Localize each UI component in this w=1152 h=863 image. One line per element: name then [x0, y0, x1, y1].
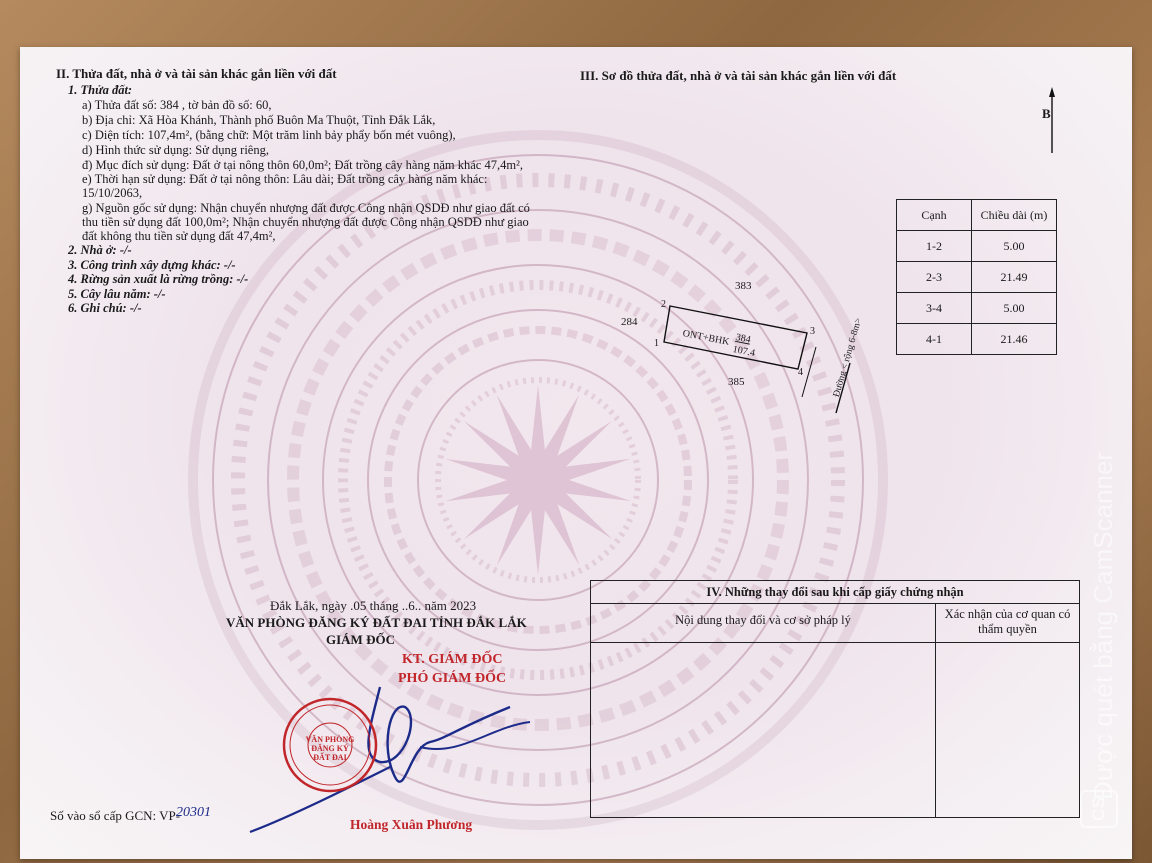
office-seal — [280, 695, 380, 795]
edge-length-table — [896, 199, 1057, 355]
kt-director: KT. GIÁM ĐỐC — [402, 652, 503, 667]
deputy-director: PHÓ GIÁM ĐỐC — [398, 671, 507, 686]
change-content-header: Nội dung thay đổi và cơ sở pháp lý — [675, 613, 851, 627]
parcel-address: b) Địa chỉ: Xã Hòa Khánh, Thành phố Buôn Ma Thuột, Tỉnh Đắk Lắk, — [82, 113, 436, 127]
length-header: Chiều dài (m) — [972, 200, 1057, 231]
watermark-text: Được quét bằng CamScanner — [1088, 451, 1118, 800]
usage-term-date: 15/10/2063, — [82, 186, 143, 200]
director-title: GIÁM ĐỐC — [326, 632, 395, 647]
perennial-item: 5. Cây lâu năm: -/- — [68, 287, 166, 301]
table-row — [897, 324, 1057, 355]
north-arrow-icon — [1042, 87, 1062, 157]
north-label: B — [1042, 106, 1051, 121]
note-item: 6. Ghi chú: -/- — [68, 301, 142, 315]
parcel-heading: 1. Thửa đất: — [68, 83, 133, 97]
parcel-number: a) Thửa đất số: 384 , tờ bản đồ số: 60, — [82, 98, 272, 112]
neighbor-top: 383 — [735, 280, 752, 292]
length-cell: 5.00 — [972, 231, 1057, 262]
office-name: VĂN PHÒNG ĐĂNG KÝ ĐẤT ĐAI TỈNH ĐẮK LẮK — [226, 615, 527, 630]
usage-origin-1: g) Nguồn gốc sử dụng: Nhận chuyển nhượng đất được Công nhận QSDĐ như giao đất có — [82, 201, 530, 215]
signer-name: Hoàng Xuân Phương — [350, 817, 473, 832]
usage-term: e) Thời hạn sử dụng: Đất ở tại nông thôn: Lâu dài; Đất trồng cây hàng năm khác: — [82, 172, 488, 186]
svg-text:VĂN PHÒNG: VĂN PHÒNG — [305, 735, 355, 744]
svg-text:ĐẤT ĐAI: ĐẤT ĐAI — [313, 753, 347, 762]
changes-table — [590, 580, 1080, 818]
parcel-map-number: 384 — [734, 331, 752, 346]
issue-date: Đắk Lắk, ngày .05 tháng ..6.. năm 2023 — [270, 598, 477, 613]
construction-item: 3. Công trình xây dựng khác: -/- — [68, 258, 236, 272]
section4-title: IV. Những thay đổi sau khi cấp giấy chứng nhận — [591, 581, 1079, 604]
house-item: 2. Nhà ở: -/- — [68, 243, 132, 257]
edge-cell: 3-4 — [897, 293, 972, 324]
camscanner-watermark — [1070, 380, 1130, 840]
point-4: 4 — [798, 367, 803, 378]
usage-origin-2: thu tiền sử dụng đất 100,0m²; Nhận chuyển nhượng đất được Công nhận QSDĐ như giao — [82, 215, 529, 229]
parcel-map-area: 107.4 — [731, 343, 756, 360]
length-cell: 5.00 — [972, 293, 1057, 324]
point-1: 1 — [654, 338, 659, 349]
usage-origin-3: đất không thu tiền sử dụng đất 47,4m², — [82, 229, 276, 243]
edge-header: Cạnh — [897, 200, 972, 231]
authority-confirm-header: Xác nhận của cơ quan có thẩm quyền — [944, 607, 1071, 636]
length-cell: 21.49 — [972, 262, 1057, 293]
road-label: Đường < rộng 6-8m> — [831, 316, 865, 399]
table-row — [897, 231, 1057, 262]
neighbor-left: 284 — [621, 316, 638, 328]
section2-title: II. Thửa đất, nhà ở và tài sản khác gắn liền với đất — [56, 66, 337, 81]
certificate-page — [20, 47, 1132, 859]
forest-item: 4. Rừng sản xuất là rừng trồng: -/- — [68, 272, 249, 286]
svg-text:ĐĂNG KÝ: ĐĂNG KÝ — [311, 744, 349, 753]
table-row — [897, 262, 1057, 293]
point-2: 2 — [661, 299, 666, 310]
camscanner-badge-icon: CS — [1080, 790, 1118, 828]
parcel-label: ONT+BHK — [681, 327, 731, 348]
table-row — [897, 293, 1057, 324]
neighbor-bottom: 385 — [728, 376, 745, 388]
usage-form: d) Hình thức sử dụng: Sử dụng riêng, — [82, 143, 269, 157]
section3-title: III. Sơ đồ thửa đất, nhà ở và tài sản khác gắn liền với đất — [580, 68, 897, 83]
usage-purpose: đ) Mục đích sử dụng: Đất ở tại nông thôn 60,0m²; Đất trồng cây hàng năm khác 47,4m², — [82, 158, 523, 172]
edge-cell: 2-3 — [897, 262, 972, 293]
edge-cell: 1-2 — [897, 231, 972, 262]
edge-cell: 4-1 — [897, 324, 972, 355]
parcel-area: c) Diện tích: 107,4m², (bằng chữ: Một trăm linh bảy phẩy bốn mét vuông), — [82, 128, 456, 142]
point-3: 3 — [810, 326, 815, 337]
gcn-handwritten-number: 20301 — [176, 805, 211, 820]
length-cell: 21.46 — [972, 324, 1057, 355]
gcn-entry: Số vào sổ cấp GCN: VP- — [50, 808, 181, 823]
